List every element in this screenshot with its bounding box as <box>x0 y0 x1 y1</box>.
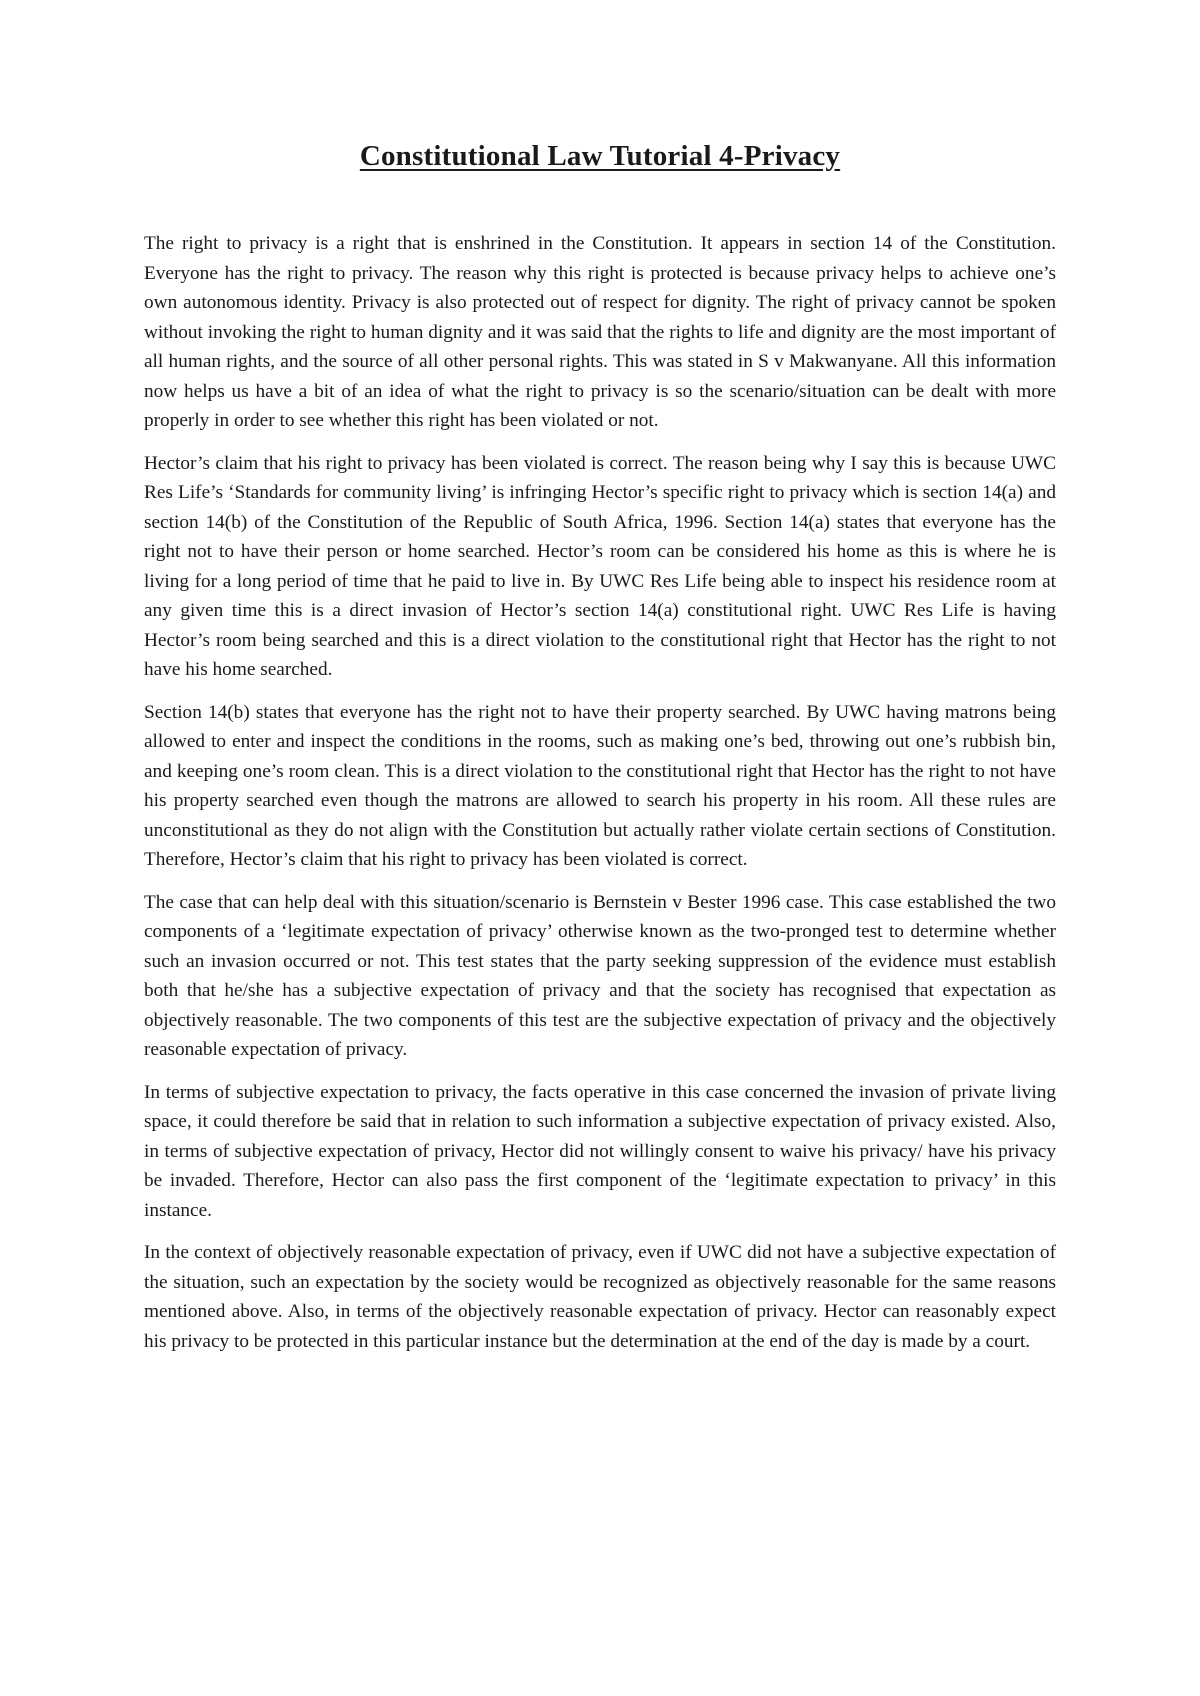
paragraph-section-14b: Section 14(b) states that everyone has the right not to have their property searched. By UWC having matrons being allowed to enter and inspect the conditions in the rooms, such as making one’s bed, throwing out one’s rubbish bin, and keeping one’s room clean. This is a direct violation to the constitutional right that Hector has the right to not have his property searched even though the matrons are allowed to search his property in his room. All these rules are unconstitutional as they do not align with the Constitution but actually rather violate certain sections of Constitution. Therefore, Hector’s claim that his right to privacy has been violated is correct. <box>144 701 1056 870</box>
paragraph-objective-expectation: In the context of objectively reasonable expectation of privacy, even if UWC did not have a subjective expectation of the situation, such an expectation by the society would be recognized as objectively reasonable for the same reasons mentioned above. Also, in terms of the objectively reasonable expectation of privacy. Hector can reasonably expect his privacy to be protected in this particular instance but the determination at the end of the day is made by a court. <box>144 1242 1056 1352</box>
document-title: Constitutional Law Tutorial 4-Privacy <box>359 140 841 172</box>
paragraph-bernstein-case: The case that can help deal with this situation/scenario is Bernstein v Bester 1996 case. This case established the two components of a ‘legitimate expectation of privacy’ otherwise known as the two-pronged test to determine whether such an invasion occurred or not. This test states that the party seeking suppression of the evidence must establish both that he/she has a subjective expectation of privacy and that the society has recognised that expectation as objectively reasonable. The two components of this test are the subjective expectation of privacy and the objectively reasonable expectation of privacy. <box>144 891 1056 1060</box>
paragraph-intro: The right to privacy is a right that is enshrined in the Constitution. It appears in section 14 of the Constitution. Everyone has the right to privacy. The reason why this right is protected is because privacy helps to achieve one’s own autonomous identity. Privacy is also protected out of respect for dignity. The right of privacy cannot be spoken without invoking the right to human dignity and it was said that the rights to life and dignity are the most important of all human rights, and the source of all other personal rights. This was stated in S v Makwanyane. All this information now helps us have a bit of an idea of what the right to privacy is so the scenario/situation can be dealt with more properly in order to see whether this right has been violated or not. <box>144 233 1056 431</box>
paragraph-hector-claim: Hector’s claim that his right to privacy has been violated is correct. The reason being why I say this is because UWC Res Life’s ‘Standards for community living’ is infringing Hector’s specific right to privacy which is section 14(a) and section 14(b) of the Constitution of the Republic of South Africa, 1996. Section 14(a) states that everyone has the right not to have their person or home searched. Hector’s room can be considered his home as this is where he is living for a long period of time that he paid to live in. By UWC Res Life being able to inspect his residence room at any given time this is a direct invasion of Hector’s section 14(a) constitutional right. UWC Res Life is having Hector’s room being searched and this is a direct violation to the constitutional right that Hector has the right to not have his home searched. <box>144 452 1056 680</box>
paragraph-subjective-expectation: In terms of subjective expectation to privacy, the facts operative in this case concerned the invasion of private living space, it could therefore be said that in relation to such information a subjective expectation of privacy existed. Also, in terms of subjective expectation of privacy, Hector did not willingly consent to waive his privacy/ have his privacy be invaded. Therefore, Hector can also pass the first component of the ‘legitimate expectation to privacy’ in this instance. <box>144 1081 1056 1221</box>
document-page <box>144 140 1056 1369</box>
